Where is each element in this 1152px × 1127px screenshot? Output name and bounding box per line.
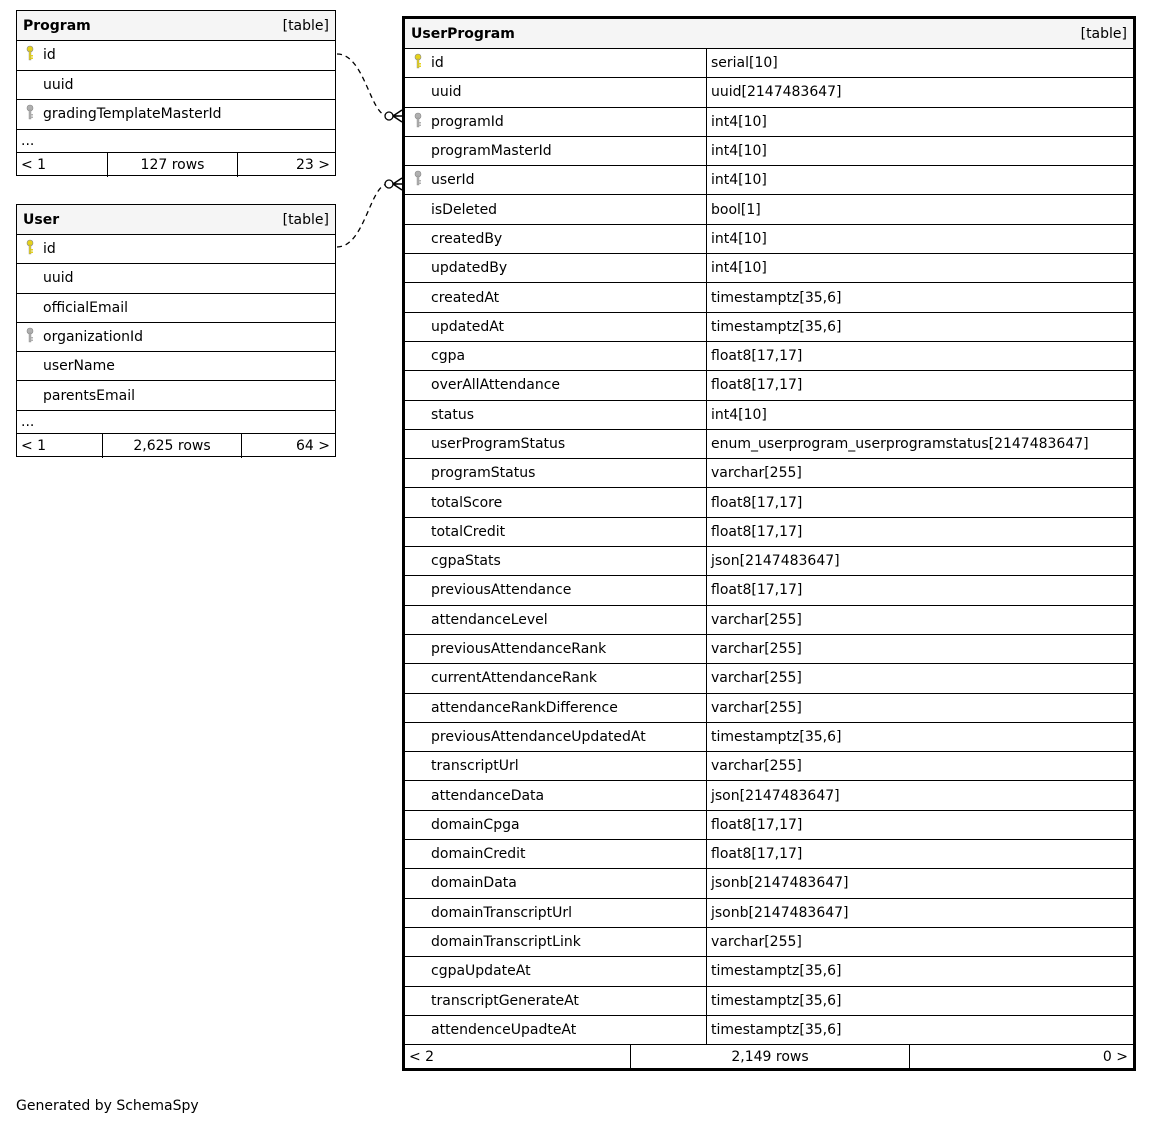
column-name: updatedBy (431, 260, 508, 277)
column-type: bool[1] (711, 201, 761, 218)
table-kind: [table] (282, 17, 329, 34)
column-name: attendenceUpadteAt (431, 1021, 577, 1038)
column-type: varchar[255] (711, 758, 802, 775)
column-type: int4[10] (711, 172, 767, 189)
column-name: programMasterId (431, 143, 552, 160)
footer-row-count: 127 rows (108, 153, 238, 177)
column-type: varchar[255] (711, 699, 802, 716)
user-to-userprogram-link (337, 184, 402, 247)
footer-children: 0 > (1102, 1048, 1128, 1065)
column-name: status (431, 406, 475, 423)
column-name: userProgramStatus (431, 436, 566, 452)
optional-many-marker (385, 112, 393, 120)
footer-parents: < 1 (17, 153, 108, 177)
table-kind: [table] (1080, 25, 1127, 42)
column-type: int4[10] (711, 113, 767, 130)
column-type: serial[10] (711, 55, 778, 72)
column-name: parentsEmail (43, 387, 136, 404)
column-type: float8[17,17] (711, 377, 803, 394)
column-type: json[2147483647] (711, 553, 840, 570)
column-name: uuid (431, 84, 462, 101)
column-type: varchar[255] (711, 670, 802, 687)
column-type: float8[17,17] (711, 494, 803, 511)
column-name: totalCredit (431, 523, 506, 540)
program-to-userprogram-link (337, 54, 402, 116)
column-name: overAllAttendance (431, 377, 561, 394)
column-type: uuid[2147483647] (711, 84, 842, 101)
footer-parents: < 1 (17, 434, 103, 458)
column-type: timestamptz[35,6] (711, 1021, 842, 1038)
optional-many-marker (385, 180, 393, 188)
table-kind: [table] (282, 211, 329, 228)
column-type: jsonb[2147483647] (711, 875, 849, 892)
column-name: programId (431, 113, 504, 130)
column-type: int4[10] (711, 260, 767, 277)
column-type: timestamptz[35,6] (711, 289, 842, 306)
column-type: enum_userprogram_userprogramstatus[2147483647] (711, 436, 1089, 452)
column-name: attendanceLevel (431, 611, 548, 628)
column-name: domainCpga (431, 816, 520, 833)
more-columns-ellipsis: ... (17, 411, 335, 434)
column-name: userName (43, 358, 115, 375)
column-type: float8[17,17] (711, 846, 803, 863)
column-name: createdBy (431, 230, 503, 247)
column-name: domainData (431, 875, 517, 892)
column-name: id (43, 241, 56, 258)
column-name: createdAt (431, 289, 500, 306)
column-name: isDeleted (431, 201, 498, 218)
column-name: id (431, 55, 444, 72)
column-name: uuid (43, 76, 74, 93)
column-type: varchar[255] (711, 934, 802, 951)
column-name: programStatus (431, 465, 536, 482)
column-name: updatedAt (431, 318, 505, 335)
column-name: transcriptGenerateAt (431, 992, 579, 1009)
table-name: User (23, 211, 60, 228)
table-name: Program (23, 17, 91, 34)
column-name: domainCredit (431, 846, 526, 863)
column-type: jsonb[2147483647] (711, 904, 849, 921)
column-type: timestamptz[35,6] (711, 728, 842, 745)
column-type: varchar[255] (711, 465, 802, 482)
column-name: userId (431, 172, 475, 189)
column-type: timestamptz[35,6] (711, 318, 842, 335)
column-type: timestamptz[35,6] (711, 992, 842, 1009)
column-type: timestamptz[35,6] (711, 963, 842, 980)
column-type: int4[10] (711, 230, 767, 247)
column-name: officialEmail (43, 299, 128, 316)
column-name: attendanceRankDifference (431, 699, 618, 716)
column-name: cgpa (431, 348, 466, 365)
column-name: gradingTemplateMasterId (43, 106, 222, 123)
column-type: float8[17,17] (711, 523, 803, 540)
column-type: float8[17,17] (711, 348, 803, 365)
column-name: currentAttendanceRank (431, 670, 597, 687)
footer-parents: < 2 (405, 1045, 631, 1068)
more-columns-ellipsis: ... (17, 130, 335, 153)
crowfoot-marker (393, 178, 402, 190)
column-type: varchar[255] (711, 641, 802, 658)
column-type: float8[17,17] (711, 582, 803, 599)
column-type: int4[10] (711, 143, 767, 160)
footer-row-count: 2,625 rows (103, 434, 242, 458)
column-name: id (43, 47, 56, 64)
column-name: previousAttendanceRank (431, 641, 607, 658)
column-name: previousAttendanceUpdatedAt (431, 728, 646, 745)
column-name: uuid (43, 270, 74, 287)
column-type: varchar[255] (711, 611, 802, 628)
column-name: domainTranscriptLink (431, 934, 581, 951)
column-name: domainTranscriptUrl (431, 904, 573, 921)
column-type: float8[17,17] (711, 816, 803, 833)
column-name: cgpaUpdateAt (431, 963, 531, 980)
column-name: attendanceData (431, 787, 545, 804)
column-name: transcriptUrl (431, 758, 519, 775)
footer-children: 64 > (296, 437, 330, 454)
footer-children: 23 > (296, 156, 330, 173)
column-type: int4[10] (711, 406, 767, 423)
schemaspy-credit: Generated by SchemaSpy (16, 1098, 199, 1114)
crowfoot-marker (393, 110, 402, 122)
column-name: organizationId (43, 329, 144, 346)
column-name: cgpaStats (431, 553, 501, 570)
table-name: UserProgram (411, 25, 515, 42)
column-name: previousAttendance (431, 582, 572, 599)
column-type: json[2147483647] (711, 787, 840, 804)
column-name: totalScore (431, 494, 503, 511)
footer-row-count: 2,149 rows (631, 1045, 910, 1068)
